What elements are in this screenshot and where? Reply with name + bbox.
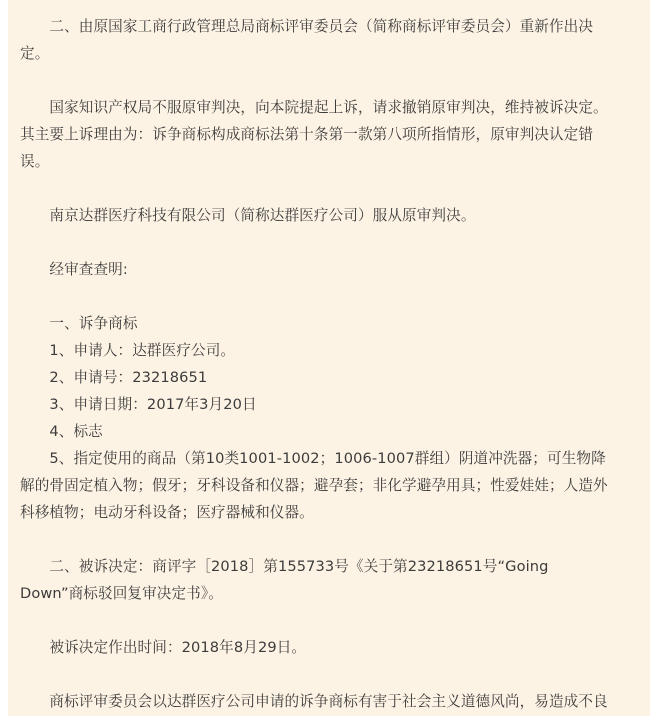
- text-line: 一、诉争商标: [20, 315, 138, 332]
- paragraph-decision-date: [20, 634, 648, 661]
- text-line: 3、申请日期：2017年3月20日: [20, 396, 257, 413]
- text-line: 1、申请人：达群医疗公司。: [20, 342, 236, 359]
- text-line: 商标评审委员会以达群医疗公司申请的诉争商标有害于社会主义道德风尚，易造成不良: [20, 693, 608, 710]
- text-line: 科移植物；电动牙科设备；医疗器械和仪器。: [20, 504, 314, 521]
- paragraph-respondent: [20, 202, 648, 229]
- paragraph-findings-heading: [20, 256, 648, 283]
- text-line: 国家知识产权局不服原审判决，向本院提起上诉，请求撤销原审判决，维持被诉决定。: [20, 99, 608, 116]
- text-line: 2、申请号：23218651: [20, 369, 208, 386]
- text-line: 二、由原国家工商行政管理总局商标评审委员会（简称商标评审委员会）重新作出决: [20, 18, 594, 35]
- text-line: 南京达群医疗科技有限公司（简称达群医疗公司）服从原审判决。: [20, 207, 476, 224]
- text-line: 二、被诉决定：商评字［2018］第155733号《关于第23218651号“Going: [20, 558, 549, 575]
- text-line: 其主要上诉理由为：诉争商标构成商标法第十条第一款第八项所指情形，原审判决认定错: [20, 126, 594, 143]
- text-line: 被诉决定作出时间：2018年8月29日。: [20, 639, 307, 656]
- paragraph-appeal: [20, 94, 648, 175]
- text-line: 定。: [20, 45, 50, 62]
- text-line: 5、指定使用的商品（第10类1001-1002；1006-1007群组）阴道冲洗器；可生物降: [20, 450, 606, 467]
- document-page: [8, 0, 650, 716]
- text-line: 误。: [20, 153, 50, 170]
- text-line: 解的骨固定植入物；假牙；牙科设备和仪器；避孕套；非化学避孕用具；性爱娃娃；人造外: [20, 477, 608, 494]
- text-line: Down”商标驳回复审决定书》。: [20, 585, 223, 602]
- paragraph-trademark-details: [20, 310, 648, 526]
- paragraph-contested-decision: [20, 553, 648, 607]
- text-line: 4、标志: [20, 423, 103, 440]
- paragraph-retrial-decision: [20, 13, 648, 67]
- text-line: 经审查查明:: [20, 261, 128, 278]
- paragraph-board-reasoning: [20, 688, 648, 715]
